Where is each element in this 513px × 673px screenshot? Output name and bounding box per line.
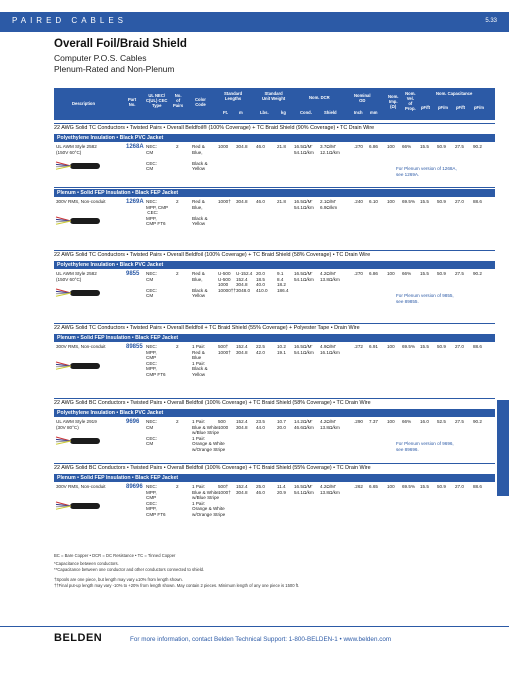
cable-jacket <box>70 218 100 224</box>
footer-rule <box>0 626 509 627</box>
velocity-cell: 69.5% <box>402 344 416 349</box>
cap-2-cell: 50.9 <box>437 144 446 149</box>
part-number: 9696 <box>126 419 140 425</box>
dcr-shield-cell: 4.9Ω/M' 16.1Ω/km <box>320 344 340 355</box>
impedance-cell: 100 <box>387 199 395 204</box>
col-cond: Cond. <box>300 110 312 115</box>
impedance-cell: 100 <box>387 344 395 349</box>
cap-2-cell: 50.9 <box>437 344 446 349</box>
weight-kg-cell: 21.8 <box>277 199 286 204</box>
insulation-band: Polyethylene Insulation • Black PVC Jacket <box>54 134 495 142</box>
cap-4-cell: 90.2 <box>473 271 482 276</box>
color-code-cell: 1 Pair: Blue & White w/Blue Stripe 1 Pair: Orange & White w/Orange Stripe <box>192 419 226 452</box>
cable-illustration <box>56 215 100 225</box>
col-ft: Ft. <box>223 110 229 115</box>
length-ft-cell: 1000 <box>218 144 229 149</box>
part-number: 89855 <box>126 344 143 350</box>
plenum-note: For Plenum version of 9696, see 89696. <box>396 441 454 452</box>
col-capacitance: Nom. Capacitance <box>436 91 473 96</box>
col-cap-4: pF/m <box>474 105 485 110</box>
col-shield: Shield <box>324 110 337 115</box>
footnote-spools: †Spools are one piece, but length may vary ±10% from length shown. <box>54 577 183 582</box>
length-m-cell: 304.8 <box>236 199 248 204</box>
page-title: Overall Foil/Braid Shield <box>54 38 187 50</box>
length-ft-cell: 500 1000 <box>218 419 229 430</box>
desc-cell: 300V RMS, Non-conduit <box>56 344 106 349</box>
cap-3-cell: 27.5 <box>455 419 464 424</box>
cap-1-cell: 15.5 <box>420 144 429 149</box>
dcr-cond-cell: 16.5Ω/M' 54.1Ω/km <box>294 144 314 155</box>
weight-kg-cell: 10.7 20.0 <box>277 419 286 430</box>
col-mm: mm <box>370 110 378 115</box>
insulation-band: Plenum • Solid FEP Insulation • Black FEP Jacket <box>54 474 495 482</box>
cap-3-cell: 27.5 <box>455 144 464 149</box>
weight-lbs-cell: 46.0 <box>256 144 265 149</box>
subtitle-1: Computer P.O.S. Cables <box>54 53 147 63</box>
col-description: Description <box>72 101 96 106</box>
side-tab-label: 5 • Paired Cables <box>507 402 513 447</box>
cable-illustration <box>56 160 100 170</box>
insulation-band: Plenum • Solid FEP Insulation • Black FEP Jacket <box>54 189 495 197</box>
ul-type-cell: NEC: MPP, CMP CEC: MPP, CMP FT6 <box>146 484 166 517</box>
desc-cell: 300V RMS, Non-conduit <box>56 484 106 489</box>
construction-line: 22 AWG Solid BC Conductors • Twisted Pairs • Overall Beldfoil (100% Coverage) + TC Braid Shield (58% Coverage) • TC Drain Wire <box>54 400 371 406</box>
product-section <box>54 323 495 377</box>
cap-4-cell: 88.6 <box>473 199 482 204</box>
cap-3-cell: 27.0 <box>455 484 464 489</box>
ul-type-cell: NEC: CM CEC: CM <box>146 144 157 172</box>
cap-1-cell: 15.5 <box>420 199 429 204</box>
od-inch-cell: .290 <box>354 419 363 424</box>
pairs-cell: 2 <box>176 199 179 204</box>
product-section <box>54 187 495 227</box>
construction-line: 22 AWG Solid BC Conductors • Twisted Pairs • Overall Beldfoil (100% Coverage) + TC Braid Shield (55% Coverage) • TC Drain Wire <box>54 465 371 471</box>
col-lbs: Lbs. <box>260 110 269 115</box>
dcr-cond-cell: 16.5Ω/M' 54.1Ω/km <box>294 484 314 495</box>
cable-illustration <box>56 500 100 510</box>
col-ul: UL NEC/ C(UL) CEC Type <box>146 93 168 108</box>
length-m-cell: 152.4 304.8 <box>236 419 248 430</box>
weight-kg-cell: 9.1 8.4 18.2 186.4 <box>277 271 289 293</box>
od-inch-cell: .240 <box>354 199 363 204</box>
insulation-band: Polyethylene Insulation • Black PVC Jacket <box>54 261 495 269</box>
dcr-cond-cell: 16.5Ω/M' 54.1Ω/km <box>294 271 314 282</box>
impedance-cell: 100 <box>387 271 395 276</box>
dcr-shield-cell: 4.2Ω/M' 13.8Ω/km <box>320 271 340 282</box>
product-section <box>54 463 495 517</box>
side-tab <box>497 400 513 496</box>
contact-line: For more information, contact Belden Technical Support: 1-800-BELDEN-1 • www.belden.com <box>130 636 392 643</box>
cap-3-cell: 27.0 <box>455 344 464 349</box>
construction-line: 22 AWG Solid TC Conductors • Twisted Pairs • Overall Beldfoil + TC Braid Shield (55% Coverage) + Polyester Tape • Drain Wire <box>54 325 360 331</box>
part-number: 9855 <box>126 271 140 277</box>
cap-2-cell: 50.9 <box>437 484 446 489</box>
col-cap-2: pF/m <box>438 105 449 110</box>
ul-type-cell: NEC: CM CEC: CM <box>146 271 157 299</box>
footnote-cap-1: *Capacitance between conductors. <box>54 561 119 566</box>
weight-lbs-cell: 46.0 <box>256 199 265 204</box>
impedance-cell: 100 <box>387 419 395 424</box>
cap-1-cell: 15.5 <box>420 271 429 276</box>
cap-2-cell: 52.5 <box>437 419 446 424</box>
cap-1-cell: 16.0 <box>420 419 429 424</box>
part-number: 1269A <box>126 199 144 205</box>
desc-cell: UL AWM Style 2919 (30V 80°C) <box>56 419 97 430</box>
velocity-cell: 66% <box>402 271 412 276</box>
cable-jacket <box>70 290 100 296</box>
cable-illustration <box>56 360 100 370</box>
impedance-cell: 100 <box>387 484 395 489</box>
col-m: m <box>239 110 243 115</box>
impedance-cell: 100 <box>387 144 395 149</box>
length-ft-cell: U-500 U-500 1000 10000†† <box>218 271 236 293</box>
cap-1-cell: 15.5 <box>420 484 429 489</box>
product-section <box>54 398 495 452</box>
col-velocity: Nom. Vel. of Prop. <box>405 91 416 111</box>
dcr-shield-cell: 4.2Ω/M' 13.8Ω/km <box>320 419 340 430</box>
length-m-cell: U-152.4 152.4 304.8 3048.0 <box>236 271 253 293</box>
velocity-cell: 66% <box>402 144 412 149</box>
color-code-cell: 1 Pair: Blue & White w/Blue Stripe 1 Pair: Orange & White w/Orange Stripe <box>192 484 226 517</box>
weight-lbs-cell: 25.0 46.0 <box>256 484 265 495</box>
col-part-no: Part No. <box>128 97 137 107</box>
pairs-cell: 2 <box>176 271 179 276</box>
pairs-cell: 2 <box>176 484 179 489</box>
dcr-cond-cell: 16.5Ω/M' 54.1Ω/km <box>294 199 314 210</box>
pairs-cell: 2 <box>176 344 179 349</box>
od-inch-cell: .272 <box>354 344 363 349</box>
weight-lbs-cell: 23.5 44.0 <box>256 419 265 430</box>
weight-lbs-cell: 22.5 42.0 <box>256 344 265 355</box>
cap-1-cell: 15.5 <box>420 344 429 349</box>
ul-type-cell: NEC: CM CEC: CM <box>146 419 157 447</box>
col-impedance: Nom. Imp. (Ω) <box>388 94 399 109</box>
color-code-cell: Red & Blue, Black & Yellow <box>192 271 208 299</box>
col-color: Color Code <box>195 97 206 107</box>
col-dcr: Nom. DCR <box>309 95 330 100</box>
cap-2-cell: 50.9 <box>437 199 446 204</box>
footnote-putup: ††Final put-up length may vary -10% to +20% from length shown. May contain 2 pieces. Minimum length of any one piece is 1500 ft. <box>54 583 300 588</box>
od-mm-cell: 6.86 <box>369 144 378 149</box>
dcr-shield-cell: 3.7Ω/M' 12.1Ω/km <box>320 144 340 155</box>
length-m-cell: 304.8 <box>236 144 248 149</box>
od-inch-cell: .270 <box>354 144 363 149</box>
cable-jacket <box>70 438 100 444</box>
weight-kg-cell: 21.8 <box>277 144 286 149</box>
ul-type-cell: NEC: MPP, CMP CEC: MPP, CMP FT6 <box>146 199 169 227</box>
insulation-band: Polyethylene Insulation • Black PVC Jacket <box>54 409 495 417</box>
length-ft-cell: 1000† <box>218 199 231 204</box>
length-m-cell: 152.4 304.8 <box>236 484 248 495</box>
part-number: 1268A <box>126 144 144 150</box>
od-inch-cell: .262 <box>354 484 363 489</box>
cap-4-cell: 90.2 <box>473 419 482 424</box>
pairs-cell: 2 <box>176 144 179 149</box>
dcr-cond-cell: 14.2Ω/M' 46.6Ω/km <box>294 419 314 430</box>
col-od: Nominal OD <box>354 93 371 103</box>
belden-logo: BELDEN <box>54 632 103 644</box>
cable-jacket <box>70 503 100 509</box>
col-kg: kg <box>281 110 286 115</box>
desc-cell: 300V RMS, Non-conduit <box>56 199 106 204</box>
weight-kg-cell: 10.2 19.1 <box>277 344 286 355</box>
cap-3-cell: 27.0 <box>455 199 464 204</box>
dcr-cond-cell: 16.5Ω/M' 54.1Ω/km <box>294 344 314 355</box>
od-mm-cell: 6.91 <box>369 344 378 349</box>
col-cap-3: pF/ft <box>456 105 466 110</box>
page-number: 5.33 <box>485 18 497 24</box>
velocity-cell: 69.5% <box>402 199 416 204</box>
footnote-abbrev: BC = Bare Copper • DCR = DC Resistance • TC = Tinned Copper <box>54 553 176 558</box>
section-title: PAIRED CABLES <box>12 16 127 25</box>
weight-kg-cell: 11.4 20.9 <box>277 484 286 495</box>
col-std-lengths: Standard Lengths <box>224 91 243 101</box>
dcr-shield-cell: 2.1Ω/M' 6.9Ω/km <box>320 199 338 210</box>
pairs-cell: 2 <box>176 419 179 424</box>
velocity-cell: 69.5% <box>402 484 416 489</box>
desc-cell: UL AWM Style 2582 (150V 60°C) <box>56 144 97 155</box>
velocity-cell: 66% <box>402 419 412 424</box>
col-cap-1: pF/ft <box>421 105 431 110</box>
part-number: 89696 <box>126 484 143 490</box>
cable-illustration <box>56 287 100 297</box>
cap-4-cell: 88.6 <box>473 344 482 349</box>
footnote-cap-2: **Capacitance between one conductor and other conductors connected to shield. <box>54 567 205 572</box>
product-section <box>54 123 495 177</box>
col-unit-weight: Standard Unit Weight <box>262 91 286 101</box>
cap-4-cell: 88.6 <box>473 484 482 489</box>
col-inch: Inch <box>354 110 363 115</box>
color-code-cell: 1 Pair: Red & Blue 1 Pair: Black & Yellow <box>192 344 208 377</box>
color-code-cell: Red & Blue, Black & Yellow <box>192 199 208 227</box>
desc-cell: UL AWM Style 2582 (150V 60°C) <box>56 271 97 282</box>
cap-3-cell: 27.5 <box>455 271 464 276</box>
col-pairs: No. of Pairs <box>173 93 184 108</box>
cable-jacket <box>70 163 100 169</box>
subtitle-2: Plenum-Rated and Non-Plenum <box>54 64 175 74</box>
construction-line: 22 AWG Solid TC Conductors • Twisted Pairs • Overall Beldfoil® (100% Coverage) + TC Braid Shield (90% Coverage) • TC Drain Wire <box>54 125 375 131</box>
table-header <box>54 88 495 120</box>
od-mm-cell: 7.37 <box>369 419 378 424</box>
dcr-shield-cell: 4.2Ω/M' 13.8Ω/km <box>320 484 340 495</box>
weight-lbs-cell: 20.0 18.5 40.0 410.0 <box>256 271 268 293</box>
od-mm-cell: 6.65 <box>369 484 378 489</box>
cable-illustration <box>56 435 100 445</box>
od-inch-cell: .270 <box>354 271 363 276</box>
product-section <box>54 250 495 304</box>
cap-4-cell: 90.2 <box>473 144 482 149</box>
cap-2-cell: 50.9 <box>437 271 446 276</box>
length-ft-cell: 500† 1000† <box>218 344 231 355</box>
plenum-note: For Plenum version of 1268A, see 1269A. <box>396 166 457 177</box>
plenum-note: For Plenum version of 9855, see 89855. <box>396 293 454 304</box>
length-ft-cell: 500† 1000† <box>218 484 231 495</box>
color-code-cell: Red & Blue, Black & Yellow <box>192 144 208 172</box>
od-mm-cell: 6.10 <box>369 199 378 204</box>
ul-type-cell: NEC: MPP, CMP CEC: MPP, CMP FT6 <box>146 344 166 377</box>
construction-line: 22 AWG Solid TC Conductors • Twisted Pairs • Overall Beldfoil (100% Coverage) + TC Braid Shield (58% Coverage) • TC Drain Wire <box>54 252 371 258</box>
insulation-band: Plenum • Solid FEP Insulation • Black FEP Jacket <box>54 334 495 342</box>
cable-jacket <box>70 363 100 369</box>
length-m-cell: 152.4 304.8 <box>236 344 248 355</box>
od-mm-cell: 6.86 <box>369 271 378 276</box>
